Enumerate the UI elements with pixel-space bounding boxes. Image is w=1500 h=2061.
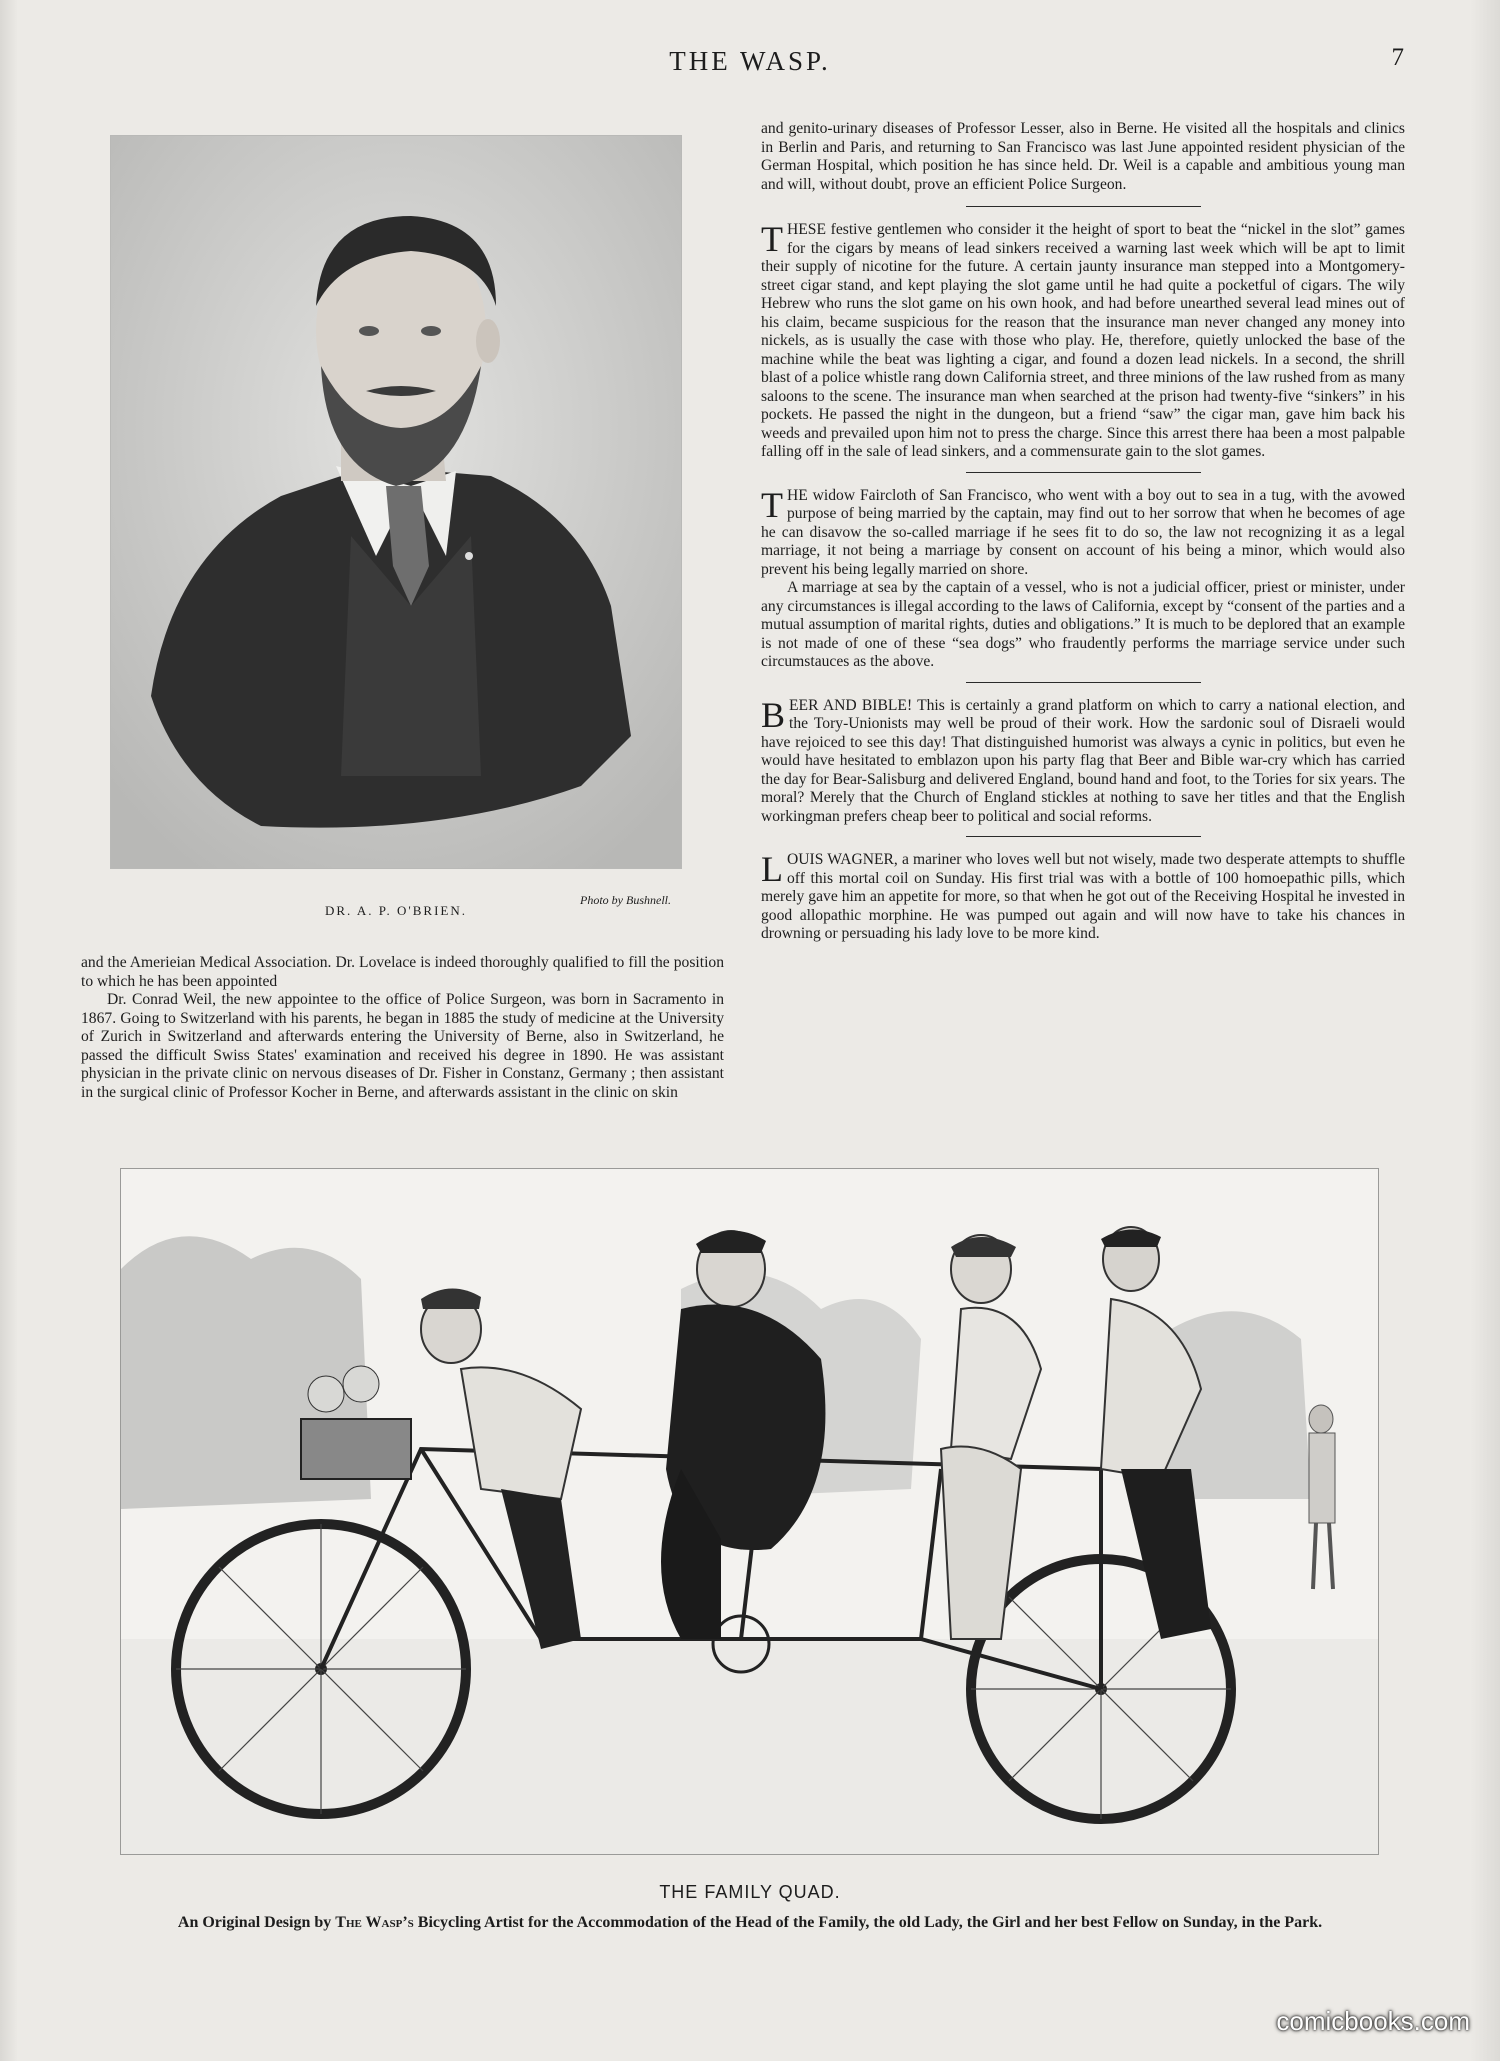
cartoon-title: THE FAMILY QUAD. [659,1882,841,1902]
cartoon-desc-post: Bicycling Artist for the Accommodation of the Head of the Family, the old Lady, the Girl and her best Fellow on Sunday, in the Park. [417,1914,1323,1931]
cartoon-desc-wasp: The Wasp’s [335,1914,414,1931]
cartoon-illustration [120,1168,1379,1855]
masthead-title: THE WASP. [669,46,831,76]
photo-credit: Photo by Bushnell. [580,893,671,907]
paragraph: HESE festive gentlemen who consider it the height of sport to beat the “nickel in the slot” games for the cigars by means of lead sinkers received a warning last week which will be apt to limit their supply of nicotine for the future. A certain jaunty insurance man stepped into a Montgomery-street cigar stand, and kept playing the slot game until he had quite a pocketful of cigars. The wily Hebrew who runs the slot game on his own hook, and had before unearthed several lead mines out of his claim, became suspicious for the reason that the insurance man never changed any money into nickels, as is usually the case with those who play. He, therefore, quietly unlocked the base of the machine while the beat was lighting a cigar, and found a dozen lead nickels. In a second, the shrill blast of a police whistle rang down California street, and three minions of the law rushed from as many saloons to the scene. The insurance man when searched at the prison had twenty-five “sinkers” in his pockets. He passed the night in the dungeon, but a friend “saw” the cigar man, gave him back his weeds and prevailed upon him not to press the charge. Since this arrest there haa been a most palpable falling off in the sale of lead sinkers, and a commensurate gain to the slot games. [761,221,1405,460]
portrait-caption: DR. A. P. O'BRIEN. [325,903,467,918]
drop-cap: B [761,694,786,735]
drop-cap: L [761,849,783,889]
article-faircloth [761,484,1405,672]
paragraph: A marriage at sea by the captain of a vessel, who is not a judicial officer, priest or minister, under any circumstances is illegal according to the laws of California, except by “consent of the parties and a mutual assumption of marital rights, duties and obligations.” It is much to be deplored that an example is not made of one of these “sea dogs” who fraudently performs the marriage service under such circumstauces as the above. [761,579,1405,670]
drop-cap: T [761,219,783,259]
drop-cap: T [761,484,783,525]
portrait-photo [110,135,682,869]
site-watermark: comicbooks.com [1276,2006,1470,2036]
right-column [761,120,1405,944]
divider-rule [966,682,1201,683]
paragraph: Dr. Conrad Weil, the new appointee to the office of Police Surgeon, was born in Sacramento in 1867. Going to Switzerland with his parents, he began in 1885 the study of medicine at the University of Zurich in Switzerland and afterwards entering the University of Berne, also in Switzerland, he passed the difficult Swiss States' examination and received his degree in 1890. He was assistant physician in the private clinic on nervous diseases of Dr. Fisher in Constanz, Germany ; then assistant in the surgical clinic of Professor Kocher in Berne, and afterwards assistant in the clinic on skin [81,991,724,1101]
paragraph: and the Amerieian Medical Association. Dr. Lovelace is indeed thoroughly qualified to fill the position to which he has been appointed [81,954,724,990]
page-number: 7 [1391,44,1404,71]
article-beer-and-bible [761,694,1405,827]
divider-rule [966,206,1201,207]
paragraph: OUIS WAGNER, a mariner who loves well but not wisely, made two desperate attempts to shuffle off this mortal coil on Sunday. His first trial was with a bottle of 100 homoepathic pills, which merely gave him an appetite for more, so that when he got out of the Receiving Hospital he invested in good allopathic morphine. He was pumped out again and will now have to take his chances in drowning or persuading his lady love to be more kind. [761,851,1405,942]
left-column [81,954,724,1102]
paragraph: and genito-urinary diseases of Professor Lesser, also in Berne. He visited all the hospitals and clinics in Berlin and Paris, and returning to San Francisco was last June appointed resident physician of the German Hospital, which position he has since held. Dr. Weil is a capable and ambitious young man and will, without doubt, prove an efficient Police Surgeon. [761,120,1405,193]
divider-rule [966,836,1201,837]
portrait-illustration [111,136,681,868]
article-louis-wagner [761,851,1405,944]
divider-rule [966,472,1201,473]
cartoon-desc-pre: An Original Design by [177,1914,332,1931]
paragraph: HE widow Faircloth of San Francisco, who went with a boy out to sea in a tug, with the avowed purpose of being married by the captain, may find out to her sorrow that when he becomes of age he can disavow the so-called marriage if he sees fit to do so, the law not recognizing it as a legal marriage, it not being a marriage by consent on account of his being a minor, which would also prevent his being legally married on shore. [761,486,1405,578]
cartoon-description [78,1913,1422,1933]
quad-bicycle-drawing [121,1169,1378,1854]
article-slot-machine [761,221,1405,462]
paragraph: EER AND BIBLE! This is certainly a grand platform on which to carry a national election, and the Tory-Unionists may well be proud of their work. How the sardonic soul of Disraeli would have rejoiced to see this day! That distinguished humorist was always a cynic in politics, but even he would have hesitated to emblazon upon his party flag that Beer and Bible war-cry which has carried the day for Bear-Salisburg and delivered England, bound hand and foot, to the Tories for six years. The moral? Merely that the Church of England stickles at nothing to save her titles and that the English workingman prefers cheap beer to political and social reforms. [761,696,1405,825]
